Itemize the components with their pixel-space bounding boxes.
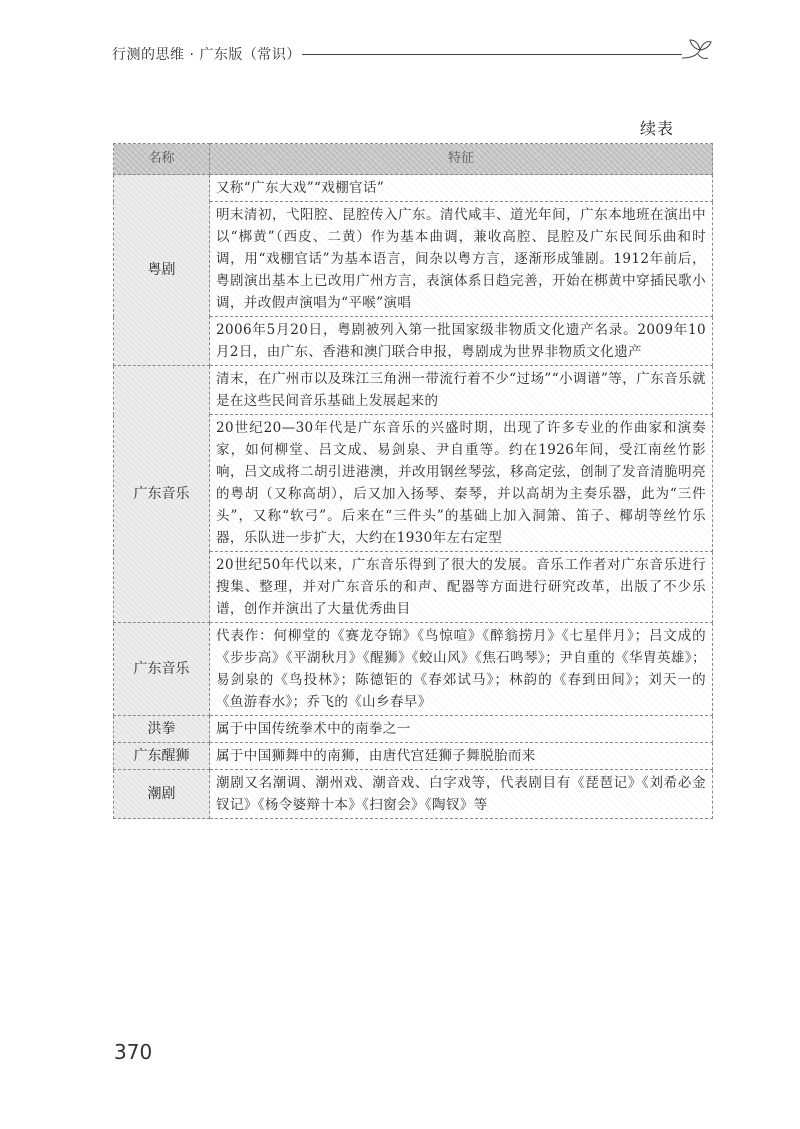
row-content-cell: 代表作：何柳堂的《赛龙夺锦》《鸟惊喧》《醉翁捞月》《七星伴月》；吕文成的《步步高》《平湖秋月》《醒狮》《蛟山风》《焦石鸣琴》；尹自重的《华胄英雄》；易剑泉的《鸟投林》；陈德钜的《春郊试马》；林韵的《春到田间》；刘天一的《鱼游春水》；乔飞的《山乡春早》 (210, 623, 713, 716)
table-row (114, 716, 713, 743)
row-name-cell: 广东音乐 (114, 623, 210, 716)
row-content-cell: 又称“广东大戏”“戏棚官话” (210, 175, 713, 202)
running-header (112, 36, 712, 66)
header-rule (302, 54, 682, 55)
culture-table (113, 143, 713, 819)
table-row (114, 623, 713, 716)
column-header-features: 特征 (210, 144, 713, 175)
table-header-row (114, 144, 713, 175)
row-name-cell: 洪拳 (114, 716, 210, 743)
row-content-cell: 潮剧又名潮调、潮州戏、潮音戏、白字戏等，代表剧目有《琵琶记》《刘希必金钗记》《杨令婆辩十本》《扫窗会》《陶钗》等 (210, 770, 713, 819)
row-content-cell: 明末清初，弋阳腔、昆腔传入广东。清代咸丰、道光年间，广东本地班在演出中以“梆黄”（西皮、二黄）作为基本曲调，兼收高腔、昆腔及广东民间乐曲和时调，用“戏棚官话”为基本语言，间杂以粤方言，逐渐形成雏剧。1912年前后，粤剧演出基本上已改用广州方言，表演体系日趋完善，开始在梆黄中穿插民歌小调，并改假声演唱为“平喉”演唱 (210, 202, 713, 317)
row-content-cell: 2006年5月20日，粤剧被列入第一批国家级非物质文化遗产名录。2009年10月2日，由广东、香港和澳门联合申报，粤剧成为世界非物质文化遗产 (210, 317, 713, 366)
row-content-cell: 20世纪50年代以来，广东音乐得到了很大的发展。音乐工作者对广东音乐进行搜集、整理，并对广东音乐的和声、配器等方面进行研究改革，出版了不少乐谱，创作并演出了大量优秀曲目 (210, 552, 713, 623)
row-name-cell: 潮剧 (114, 770, 210, 819)
table-row (114, 743, 713, 770)
row-name-cell: 粤剧 (114, 175, 210, 366)
table-row (114, 366, 713, 415)
page-number: 370 (114, 1040, 153, 1064)
column-header-name: 名称 (114, 144, 210, 175)
row-name-cell: 广东醒狮 (114, 743, 210, 770)
table-row (114, 175, 713, 202)
row-content-cell: 20世纪20—30年代是广东音乐的兴盛时期，出现了许多专业的作曲家和演奏家，如何柳堂、吕文成、易剑泉、尹自重等。约在1926年间，受江南丝竹影响，吕文成将二胡引进港澳，并改用钢丝琴弦，移高定弦，创制了发音清脆明亮的粤胡（又称高胡），后又加入扬琴、秦琴，并以高胡为主奏乐器，此为“三件头”，又称“软弓”。后来在“三件头”的基础上加入洞箫、笛子、椰胡等丝竹乐器，乐队进一步扩大，大约在1930年左右定型 (210, 415, 713, 552)
sprout-icon (678, 36, 712, 64)
row-content-cell: 属于中国传统拳术中的南拳之一 (210, 716, 713, 743)
row-content-cell: 属于中国狮舞中的南狮，由唐代宫廷狮子舞脱胎而来 (210, 743, 713, 770)
row-content-cell: 清末，在广州市以及珠江三角洲一带流行着不少“过场”“小调谱”等，广东音乐就是在这些民间音乐基础上发展起来的 (210, 366, 713, 415)
header-title: 行测的思维 · 广东版（常识） (112, 47, 301, 63)
table-row (114, 770, 713, 819)
continued-label: 续表 (640, 119, 675, 138)
row-name-cell: 广东音乐 (114, 366, 210, 623)
